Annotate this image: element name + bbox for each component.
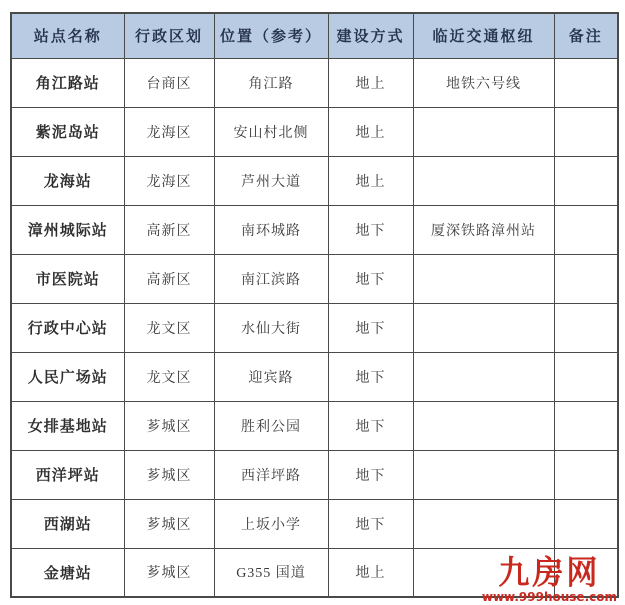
table-row	[11, 205, 618, 254]
table-cell	[413, 107, 554, 156]
station-name-cell: 西洋坪站	[11, 450, 124, 499]
table-header	[11, 13, 618, 58]
table-cell: 高新区	[124, 254, 214, 303]
header-cell: 位置（参考）	[214, 13, 328, 58]
header-cell: 临近交通枢纽	[413, 13, 554, 58]
table-cell: 地下	[328, 352, 413, 401]
header-cell: 备注	[554, 13, 618, 58]
table-cell: 龙文区	[124, 352, 214, 401]
table-cell	[554, 450, 618, 499]
table-cell: 安山村北侧	[214, 107, 328, 156]
watermark-url: www.999house.com	[481, 590, 617, 604]
table-cell: 龙海区	[124, 156, 214, 205]
table-cell	[554, 156, 618, 205]
table-cell: 地下	[328, 450, 413, 499]
table-cell: 地上	[328, 548, 413, 597]
table-row	[11, 156, 618, 205]
table-body	[11, 58, 618, 597]
table-cell: 芗城区	[124, 401, 214, 450]
station-name-cell: 行政中心站	[11, 303, 124, 352]
table-cell	[554, 303, 618, 352]
table-cell	[554, 254, 618, 303]
table-cell: 地下	[328, 499, 413, 548]
table-row	[11, 254, 618, 303]
table-cell	[554, 107, 618, 156]
table-row	[11, 303, 618, 352]
table-row	[11, 352, 618, 401]
table-cell: 西洋坪路	[214, 450, 328, 499]
station-name-cell: 角江路站	[11, 58, 124, 107]
station-name-cell: 人民广场站	[11, 352, 124, 401]
table-cell	[554, 205, 618, 254]
table-cell	[413, 548, 554, 597]
table-cell: 芦州大道	[214, 156, 328, 205]
station-name-cell: 紫泥岛站	[11, 107, 124, 156]
table-cell: 芗城区	[124, 450, 214, 499]
station-name-cell: 龙海站	[11, 156, 124, 205]
table-cell	[554, 548, 618, 597]
table-cell: 厦深铁路漳州站	[413, 205, 554, 254]
header-cell: 站点名称	[11, 13, 124, 58]
table-cell: 角江路	[214, 58, 328, 107]
table-cell: 地下	[328, 254, 413, 303]
table-cell: 地下	[328, 401, 413, 450]
watermark-logo: 九房网	[498, 554, 601, 592]
table-cell: 龙海区	[124, 107, 214, 156]
table-cell: 地上	[328, 58, 413, 107]
table-cell	[413, 352, 554, 401]
table-cell: 迎宾路	[214, 352, 328, 401]
table-cell	[413, 499, 554, 548]
table-cell	[413, 303, 554, 352]
table-row	[11, 499, 618, 548]
table-row	[11, 401, 618, 450]
table-cell	[554, 499, 618, 548]
table-cell	[413, 450, 554, 499]
station-table	[10, 12, 619, 598]
table-cell: 台商区	[124, 58, 214, 107]
table-cell: 高新区	[124, 205, 214, 254]
table-cell: 水仙大街	[214, 303, 328, 352]
table-cell: G355 国道	[214, 548, 328, 597]
table-cell: 地上	[328, 156, 413, 205]
table-cell: 地铁六号线	[413, 58, 554, 107]
table-cell: 地下	[328, 205, 413, 254]
table-cell: 龙文区	[124, 303, 214, 352]
table-cell: 芗城区	[124, 548, 214, 597]
table-cell: 上坂小学	[214, 499, 328, 548]
table-cell: 芗城区	[124, 499, 214, 548]
table-cell	[413, 401, 554, 450]
station-name-cell: 西湖站	[11, 499, 124, 548]
table-cell	[554, 401, 618, 450]
station-name-cell: 金塘站	[11, 548, 124, 597]
table-cell: 地下	[328, 303, 413, 352]
table-cell: 南环城路	[214, 205, 328, 254]
station-name-cell: 市医院站	[11, 254, 124, 303]
table-row	[11, 107, 618, 156]
table-cell: 南江滨路	[214, 254, 328, 303]
station-name-cell: 漳州城际站	[11, 205, 124, 254]
table-cell: 胜利公园	[214, 401, 328, 450]
table-cell	[554, 352, 618, 401]
table-row	[11, 450, 618, 499]
station-name-cell: 女排基地站	[11, 401, 124, 450]
table-cell	[413, 254, 554, 303]
table-row	[11, 548, 618, 597]
table-row	[11, 58, 618, 107]
header-cell: 行政区划	[124, 13, 214, 58]
header-cell: 建设方式	[328, 13, 413, 58]
table-cell	[413, 156, 554, 205]
table-cell: 地上	[328, 107, 413, 156]
header-row	[11, 13, 618, 58]
table-cell	[554, 58, 618, 107]
